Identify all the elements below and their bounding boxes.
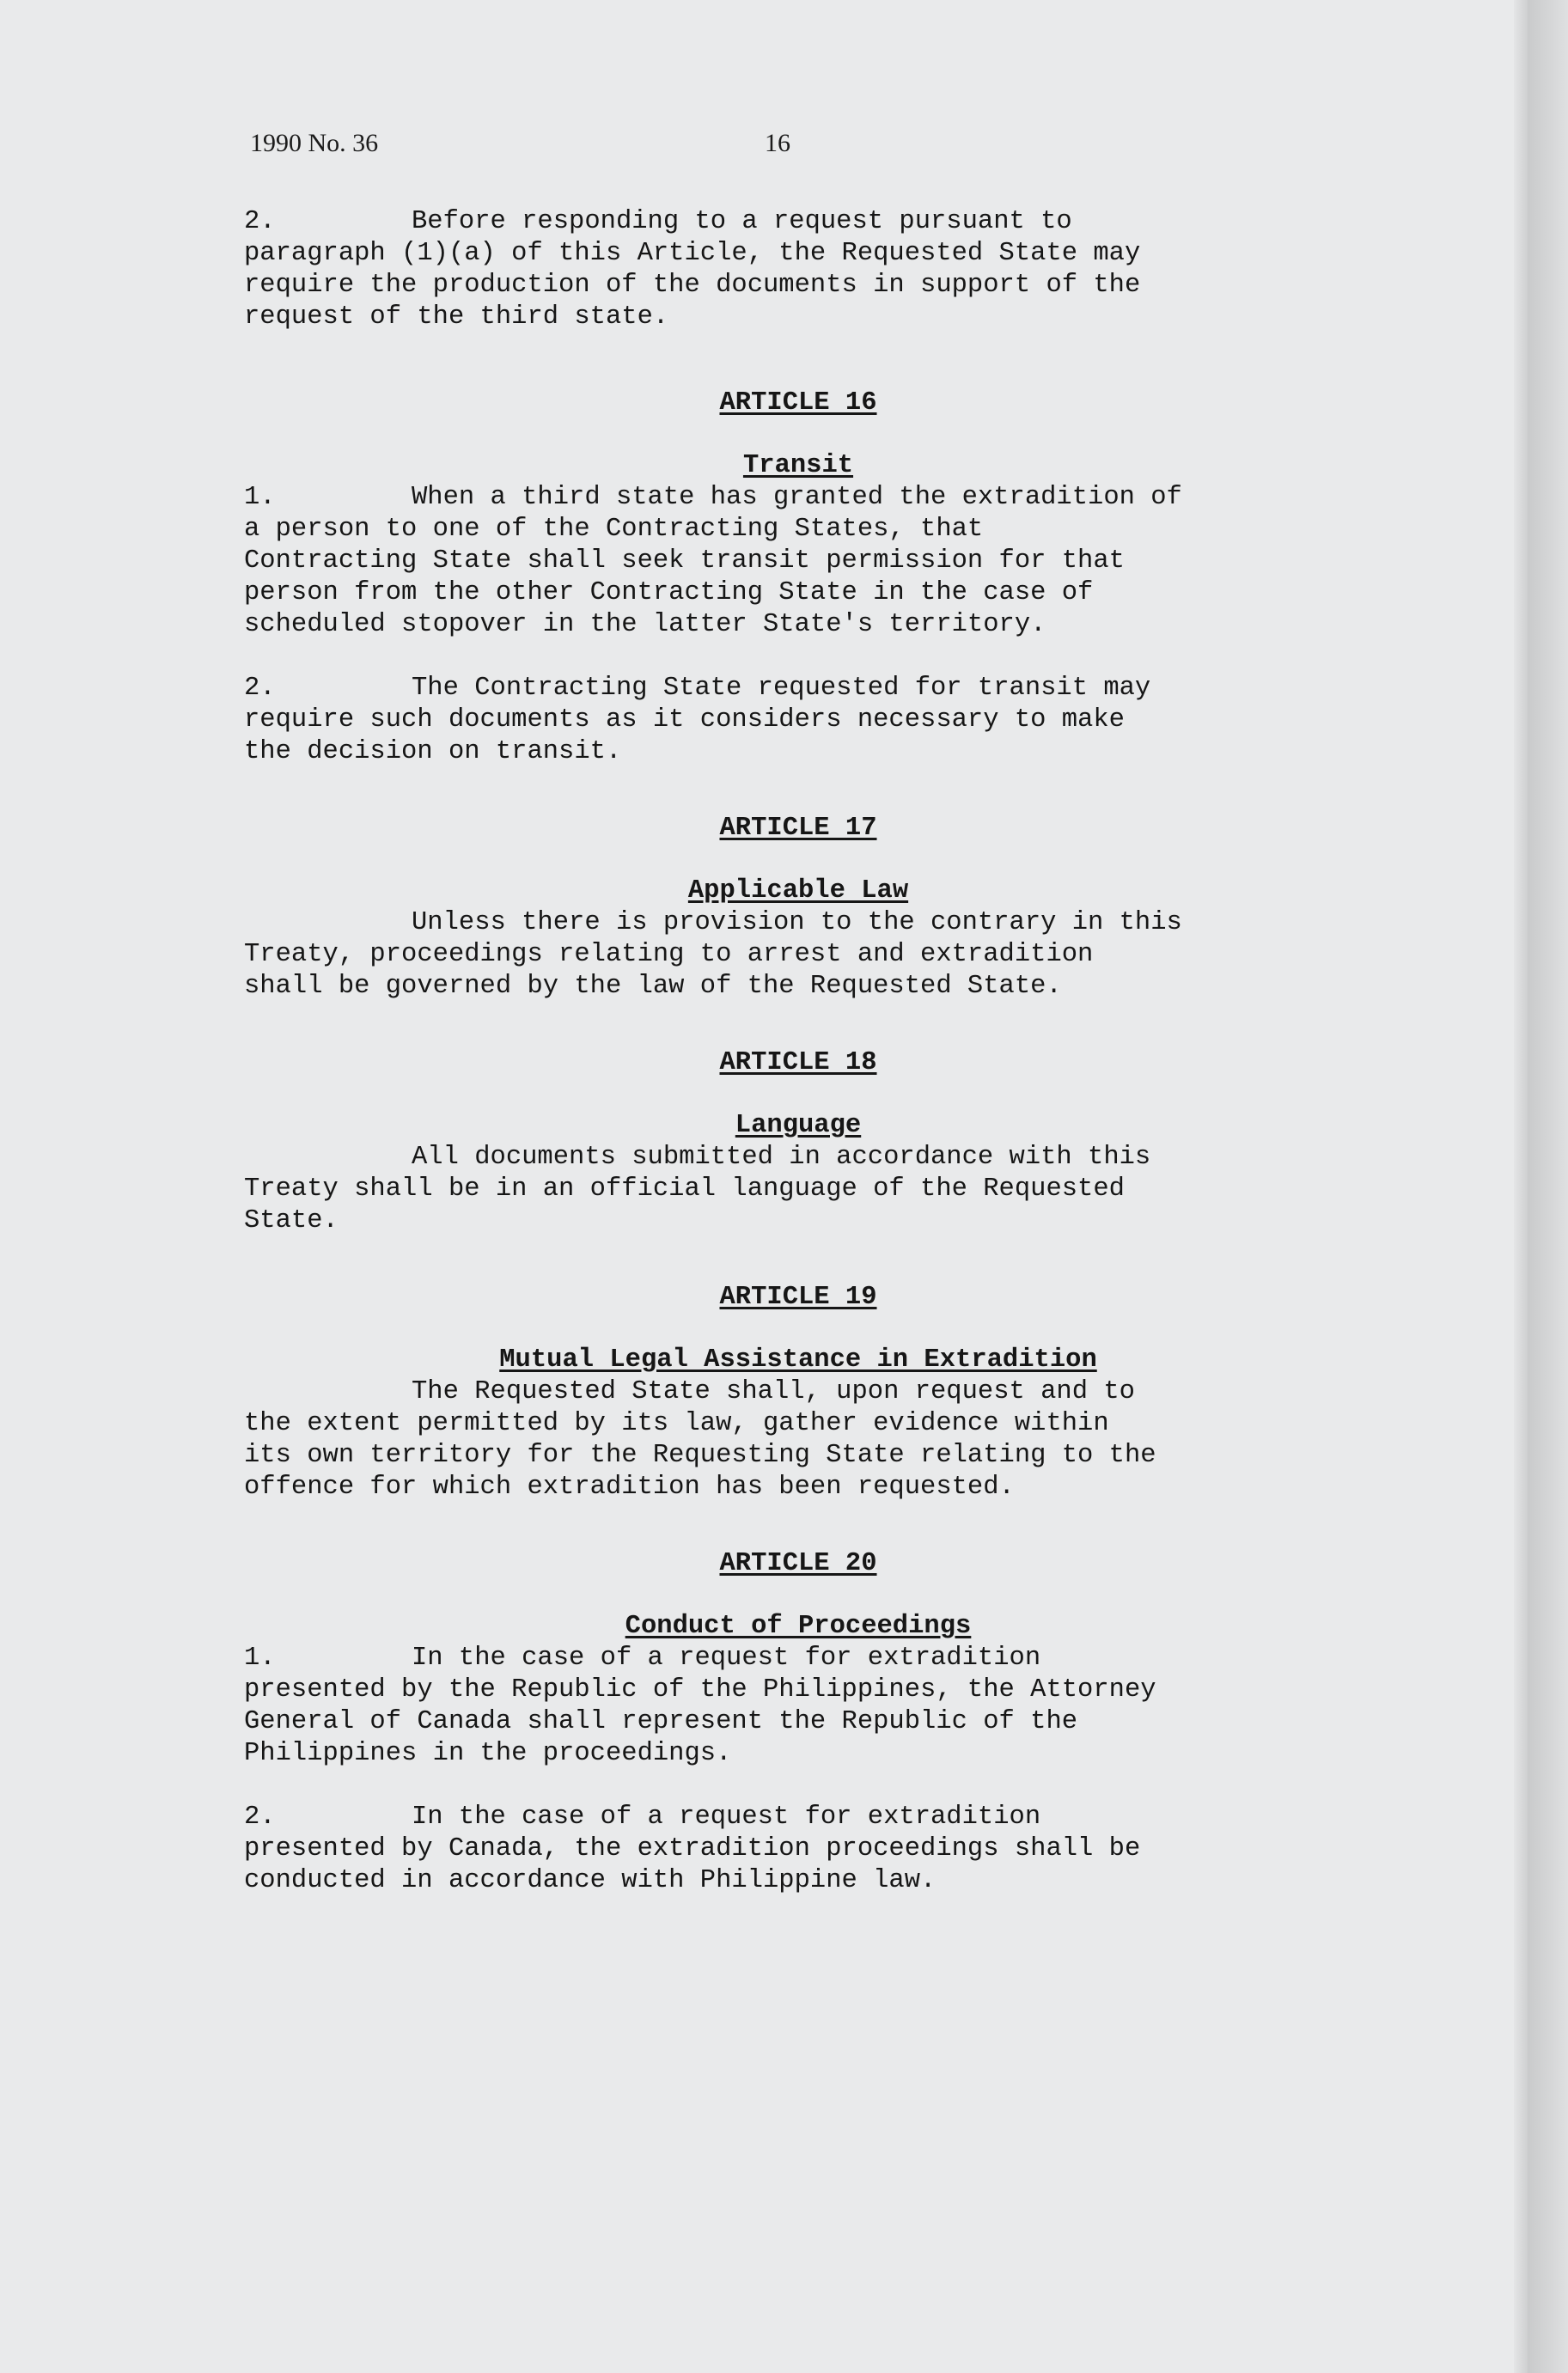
paragraph-line: The Requested State shall, upon request and to [412, 1377, 1135, 1406]
paragraph-line: The Contracting State requested for transit may [412, 674, 1151, 703]
paragraph-number: 2. [244, 207, 276, 236]
article16-title: ARTICLE 16 [719, 388, 877, 418]
article17-subtitle: Applicable Law [687, 876, 909, 906]
article19-subtitle: Mutual Legal Assistance in Extradition [499, 1345, 1097, 1375]
paragraph-line: presented by Canada, the extradition proceedings shall be [244, 1834, 1141, 1864]
paragraph-line: General of Canada shall represent the Republic of the [244, 1707, 1078, 1736]
paragraph-line: offence for which extradition has been requested. [244, 1473, 1015, 1502]
paragraph-line: scheduled stopover in the latter State's territory. [244, 610, 1046, 639]
paragraph-line: In the case of a request for extradition [412, 1644, 1041, 1673]
article20-subtitle: Conduct of Proceedings [625, 1612, 972, 1641]
paragraph-line: Unless there is provision to the contrary in this [412, 908, 1182, 937]
paragraph-number: 1. [244, 1644, 276, 1673]
paragraph-line: shall be governed by the law of the Requested State. [244, 972, 1062, 1001]
paragraph-line: person from the other Contracting State in the case of [244, 578, 1094, 607]
paragraph-line: When a third state has granted the extradition of [412, 483, 1182, 512]
article17-title: ARTICLE 17 [719, 814, 877, 843]
paragraph-line: a person to one of the Contracting States, that [244, 515, 984, 544]
document-body [244, 206, 1352, 1897]
article19-title: ARTICLE 19 [719, 1283, 877, 1312]
paragraph-line: In the case of a request for extradition [412, 1803, 1041, 1832]
page-edge [1514, 0, 1528, 2373]
paragraph-number: 1. [244, 483, 276, 512]
paragraph-line: require the production of the documents in support of the [244, 271, 1141, 300]
paragraph-line: Before responding to a request pursuant to [412, 207, 1072, 236]
article18-paragraph [244, 1142, 1352, 1237]
gazette-reference: 1990 No. 36 [250, 129, 379, 157]
article18-subtitle: Language [735, 1111, 862, 1140]
article20-paragraph-2 [244, 1802, 1352, 1897]
paragraph-line: Contracting State shall seek transit permission for that [244, 546, 1125, 576]
article16-paragraph-2 [244, 673, 1352, 768]
paragraph-line: presented by the Republic of the Philippines, the Attorney [244, 1675, 1156, 1705]
article18-title: ARTICLE 18 [719, 1048, 877, 1077]
paragraph-line: Treaty, proceedings relating to arrest and extradition [244, 940, 1094, 969]
paragraph-line: Philippines in the proceedings. [244, 1739, 732, 1768]
scan-margin [1528, 0, 1568, 2373]
article20-paragraph-1 [244, 1643, 1352, 1770]
article20-title: ARTICLE 20 [719, 1549, 877, 1578]
paragraph-line: request of the third state. [244, 302, 669, 332]
paragraph-line: its own territory for the Requesting State relating to the [244, 1441, 1156, 1470]
paragraph-line: conducted in accordance with Philippine law. [244, 1866, 937, 1895]
paragraph-number: 2. [244, 1803, 276, 1832]
article17-paragraph [244, 907, 1352, 1003]
article15-paragraph-2 [244, 206, 1352, 333]
paragraph-line: the decision on transit. [244, 737, 622, 766]
paragraph-line: require such documents as it considers necessary to make [244, 705, 1125, 735]
article16-paragraph-1 [244, 482, 1352, 641]
article19-paragraph [244, 1376, 1352, 1504]
paragraph-line: the extent permitted by its law, gather evidence within [244, 1409, 1109, 1438]
paragraph-line: All documents submitted in accordance with this [412, 1143, 1151, 1172]
paragraph-line: paragraph (1)(a) of this Article, the Requested State may [244, 239, 1141, 268]
paragraph-line: Treaty shall be in an official language of the Requested [244, 1174, 1125, 1204]
paragraph-number: 2. [244, 674, 276, 703]
article16-subtitle: Transit [742, 451, 854, 480]
paragraph-line: State. [244, 1206, 339, 1235]
page-number: 16 [765, 129, 790, 157]
